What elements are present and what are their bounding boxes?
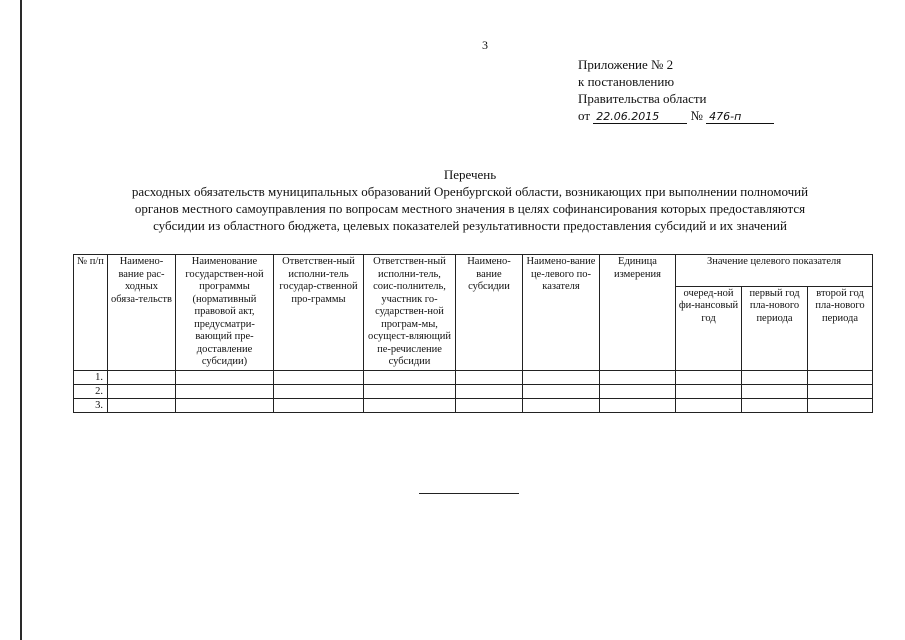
appendix-header — [578, 56, 774, 124]
number-prefix: № — [690, 108, 703, 123]
header-value-group: Значение целевого показателя — [676, 255, 873, 287]
table-cell — [176, 370, 274, 384]
table-cell — [600, 370, 676, 384]
table-cell — [523, 384, 600, 398]
appendix-date-line — [578, 107, 774, 124]
table-cell — [456, 370, 523, 384]
table-cell — [742, 398, 808, 412]
table-cell — [742, 384, 808, 398]
table-cell — [600, 398, 676, 412]
appendix-line-2: к постановлению — [578, 74, 675, 89]
header-first-year: первый год пла-нового периода — [742, 286, 808, 370]
table-cell — [676, 384, 742, 398]
table-cell — [108, 370, 176, 384]
document-heading — [40, 166, 900, 234]
subtitle-line-1: расходных обязательств муниципальных образований Оренбургской области, возникающих при выполнении полномочий — [131, 184, 809, 199]
document-title: Перечень — [443, 167, 497, 182]
table-cell — [523, 398, 600, 412]
header-subsidy: Наимено-вание субсидии — [456, 255, 523, 371]
page-number: 3 — [482, 38, 488, 52]
table-cell — [364, 398, 456, 412]
handwritten-number: 476-п — [706, 110, 774, 124]
table-cell — [274, 370, 364, 384]
table-cell — [176, 384, 274, 398]
obligations-table — [73, 254, 873, 413]
header-row-1 — [74, 255, 873, 287]
table-cell — [176, 398, 274, 412]
header-program: Наименование государствен-ной программы (нормативный правовой акт, предусматри-вающий пре-доставление субсидии) — [176, 255, 274, 371]
table-cell — [108, 384, 176, 398]
row-number: 1. — [74, 370, 108, 384]
table-cell — [808, 370, 873, 384]
table-cell — [456, 384, 523, 398]
header-coexecutor: Ответствен-ный исполни-тель, соис-полнитель, участник го-сударствен-ной програм-мы, осущест-вляющий пе-речисление субсидии — [364, 255, 456, 371]
table-cell — [742, 370, 808, 384]
row-number: 3. — [74, 398, 108, 412]
table-cell — [364, 384, 456, 398]
date-prefix: от — [578, 108, 591, 123]
header-second-year: второй год пла-нового периода — [808, 286, 873, 370]
table-cell — [274, 398, 364, 412]
header-current-year: очеред-ной фи-нансовый год — [676, 286, 742, 370]
handwritten-date: 22.06.2015 — [593, 110, 687, 124]
header-executor: Ответствен-ный исполни-тель государ-ственной про-граммы — [274, 255, 364, 371]
table-cell — [808, 398, 873, 412]
table-cell — [676, 370, 742, 384]
table-row — [74, 384, 873, 398]
table-cell — [364, 370, 456, 384]
table-row — [74, 398, 873, 412]
table-cell — [274, 384, 364, 398]
subtitle-line-2: органов местного самоуправления по вопросам местного значения в целях софинансирования которых предоставляются — [134, 201, 806, 216]
subtitle-line-3: субсидии из областного бюджета, целевых показателей результативности предоставления субсидий и их значений — [153, 218, 787, 233]
header-indicator: Наимено-вание це-левого по-казателя — [523, 255, 600, 371]
header-unit: Единица измерения — [600, 255, 676, 371]
table-cell — [808, 384, 873, 398]
table-cell — [523, 370, 600, 384]
table-cell — [676, 398, 742, 412]
table-cell — [456, 398, 523, 412]
closing-rule — [419, 493, 519, 494]
appendix-line-1: Приложение № 2 — [578, 57, 674, 72]
table-cell — [108, 398, 176, 412]
row-number: 2. — [74, 384, 108, 398]
table-cell — [600, 384, 676, 398]
appendix-line-3: Правительства области — [578, 91, 707, 106]
header-num: № п/п — [74, 255, 108, 371]
table-row — [74, 370, 873, 384]
left-margin-rule — [20, 0, 22, 640]
header-obligations: Наимено-вание рас-ходных обяза-тельств — [108, 255, 176, 371]
